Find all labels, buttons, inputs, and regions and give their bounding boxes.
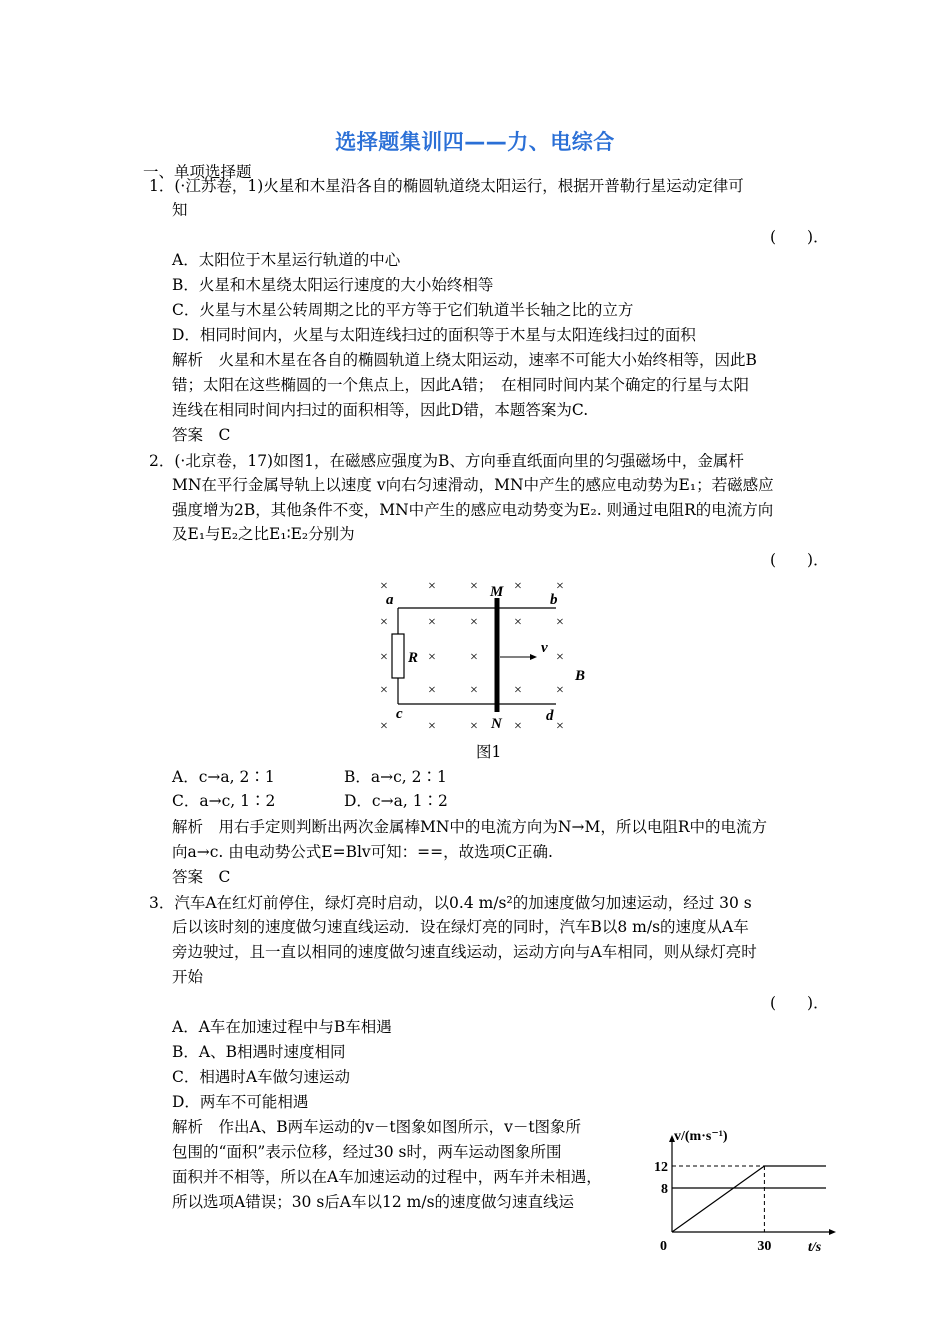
origin-label: 0 — [660, 1239, 667, 1254]
field-cross: × — [428, 615, 436, 630]
field-cross: × — [556, 579, 564, 594]
x-axis-arrow-icon — [829, 1229, 836, 1235]
analysis-line: 解析 作出A、B两车运动的v－t图象如图所示，v－t图象所 — [172, 1118, 582, 1136]
label-n: N — [491, 716, 502, 732]
option-c: C．相遇时A车做匀速运动 — [172, 1068, 351, 1086]
option-b: B．A、B相遇时速度相同 — [172, 1043, 346, 1061]
field-cross: × — [470, 579, 478, 594]
answer-blank: ( )． — [770, 994, 829, 1012]
field-cross: × — [470, 615, 478, 630]
option-d: D．相同时间内，火星与太阳连线扫过的面积等于木星与太阳连线扫过的面积 — [172, 326, 696, 344]
analysis-line: 连线在相同时间内扫过的面积相等，因此D错，本题答案为C. — [172, 401, 589, 419]
field-cross: × — [514, 615, 522, 630]
analysis-line: 向a→c. 由电动势公式E=Blv可知：==，故选项C正确. — [172, 843, 553, 861]
section-heading: 一、单项选择题 — [143, 163, 252, 181]
series-a-line — [672, 1166, 826, 1232]
analysis-line: 解析 火星和木星在各自的椭圆轨道上绕太阳运动，速率不可能大小始终相等，因此B — [172, 351, 757, 369]
label-v: v — [541, 640, 548, 656]
analysis-line: 包围的“面积”表示位移，经过30 s时，两车运动图象所围 — [172, 1143, 562, 1161]
option-c: C．a→c, 1∶2 — [172, 792, 276, 810]
label-r: R — [408, 650, 419, 666]
field-cross: × — [514, 579, 522, 594]
label-m: M — [490, 584, 504, 600]
answer-blank: ( )． — [770, 228, 829, 246]
label-b: b — [550, 592, 558, 608]
field-cross: × — [514, 719, 522, 734]
field-cross: × — [428, 719, 436, 734]
option-a: A．c→a, 2∶1 — [172, 768, 275, 786]
question-text: 后以该时刻的速度做匀速直线运动．设在绿灯亮的同时，汽车B以8 m/s的速度从A车 — [172, 918, 749, 936]
question-text: 1．(·江苏卷，1)火星和木星沿各自的椭圆轨道绕太阳运行，根据开普勒行星运动定律可 — [149, 177, 744, 195]
question-text: 知 — [172, 201, 188, 219]
question-text: 3．汽车A在红灯前停住，绿灯亮时启动，以0.4 m/s²的加速度做匀加速运动，经过 30 s — [149, 894, 752, 912]
field-cross: × — [380, 579, 388, 594]
option-d: D．两车不可能相遇 — [172, 1093, 309, 1111]
answer-blank: ( )． — [770, 551, 829, 569]
field-cross: × — [556, 615, 564, 630]
option-a: A．太阳位于木星运行轨道的中心 — [172, 251, 401, 269]
label-a: a — [386, 592, 394, 608]
field-cross: × — [380, 615, 388, 630]
page-title: 选择题集训四——力、电综合 — [335, 130, 615, 154]
option-b: B．火星和木星绕太阳运行速度的大小始终相等 — [172, 276, 494, 294]
label-d: d — [546, 708, 554, 724]
question-text: 强度增为2B，其他条件不变，MN中产生的感应电动势变为E₂. 则通过电阻R的电流方向 — [172, 501, 774, 519]
y-tick-label: 8 — [661, 1182, 668, 1197]
circuit-figure — [370, 576, 600, 736]
field-cross: × — [556, 650, 564, 665]
x-axis-label: t/s — [808, 1240, 822, 1255]
option-c: C．火星与木星公转周期之比的平方等于它们轨道半长轴之比的立方 — [172, 301, 634, 319]
answer-line: 答案 C — [172, 868, 231, 886]
field-cross: × — [470, 683, 478, 698]
x-tick-label: 30 — [757, 1239, 772, 1254]
field-cross: × — [470, 650, 478, 665]
analysis-line: 解析 用右手定则判断出两次金属棒MN中的电流方向为N→M，所以电阻R中的电流方 — [172, 818, 768, 836]
label-b-field: B — [575, 668, 586, 684]
arrow-head-icon — [530, 654, 537, 660]
label-c: c — [396, 706, 403, 722]
question-text: 及E₁与E₂之比E₁∶E₂分别为 — [172, 525, 355, 543]
analysis-line: 错；太阳在这些椭圆的一个焦点上，因此A错； 在相同时间内某个确定的行星与太阳 — [172, 376, 749, 394]
field-cross: × — [428, 683, 436, 698]
vt-chart — [640, 1128, 840, 1258]
question-text: MN在平行金属导轨上以速度 v向右匀速滑动，MN中产生的感应电动势为E₁；若磁感应 — [172, 476, 774, 494]
field-cross: × — [380, 719, 388, 734]
analysis-line: 所以选项A错误；30 s后A车以12 m/s的速度做匀速直线运 — [172, 1193, 575, 1211]
resistor — [392, 634, 404, 678]
option-b: B．a→c, 2∶1 — [344, 768, 447, 786]
field-cross: × — [428, 579, 436, 594]
field-cross: × — [514, 683, 522, 698]
field-cross: × — [556, 683, 564, 698]
y-axis-label: v/(m·s⁻¹) — [674, 1129, 728, 1144]
question-text: 2．(·北京卷，17)如图1，在磁感应强度为B、方向垂直纸面向里的匀强磁场中，金属杆 — [149, 452, 744, 470]
field-cross: × — [428, 650, 436, 665]
field-cross: × — [380, 683, 388, 698]
y-tick-label: 12 — [654, 1160, 668, 1175]
field-cross: × — [556, 719, 564, 734]
figure-caption: 图1 — [476, 743, 502, 761]
analysis-line: 面积并不相等，所以在A车加速运动的过程中，两车并未相遇， — [172, 1168, 602, 1186]
answer-line: 答案 C — [172, 426, 231, 444]
question-text: 旁边驶过，且一直以相同的速度做匀速直线运动，运动方向与A车相同，则从绿灯亮时 — [172, 943, 757, 961]
field-cross: × — [470, 719, 478, 734]
option-d: D．c→a, 1∶2 — [344, 792, 448, 810]
question-text: 开始 — [172, 968, 204, 986]
field-cross: × — [380, 650, 388, 665]
option-a: A．A车在加速过程中与B车相遇 — [172, 1018, 392, 1036]
